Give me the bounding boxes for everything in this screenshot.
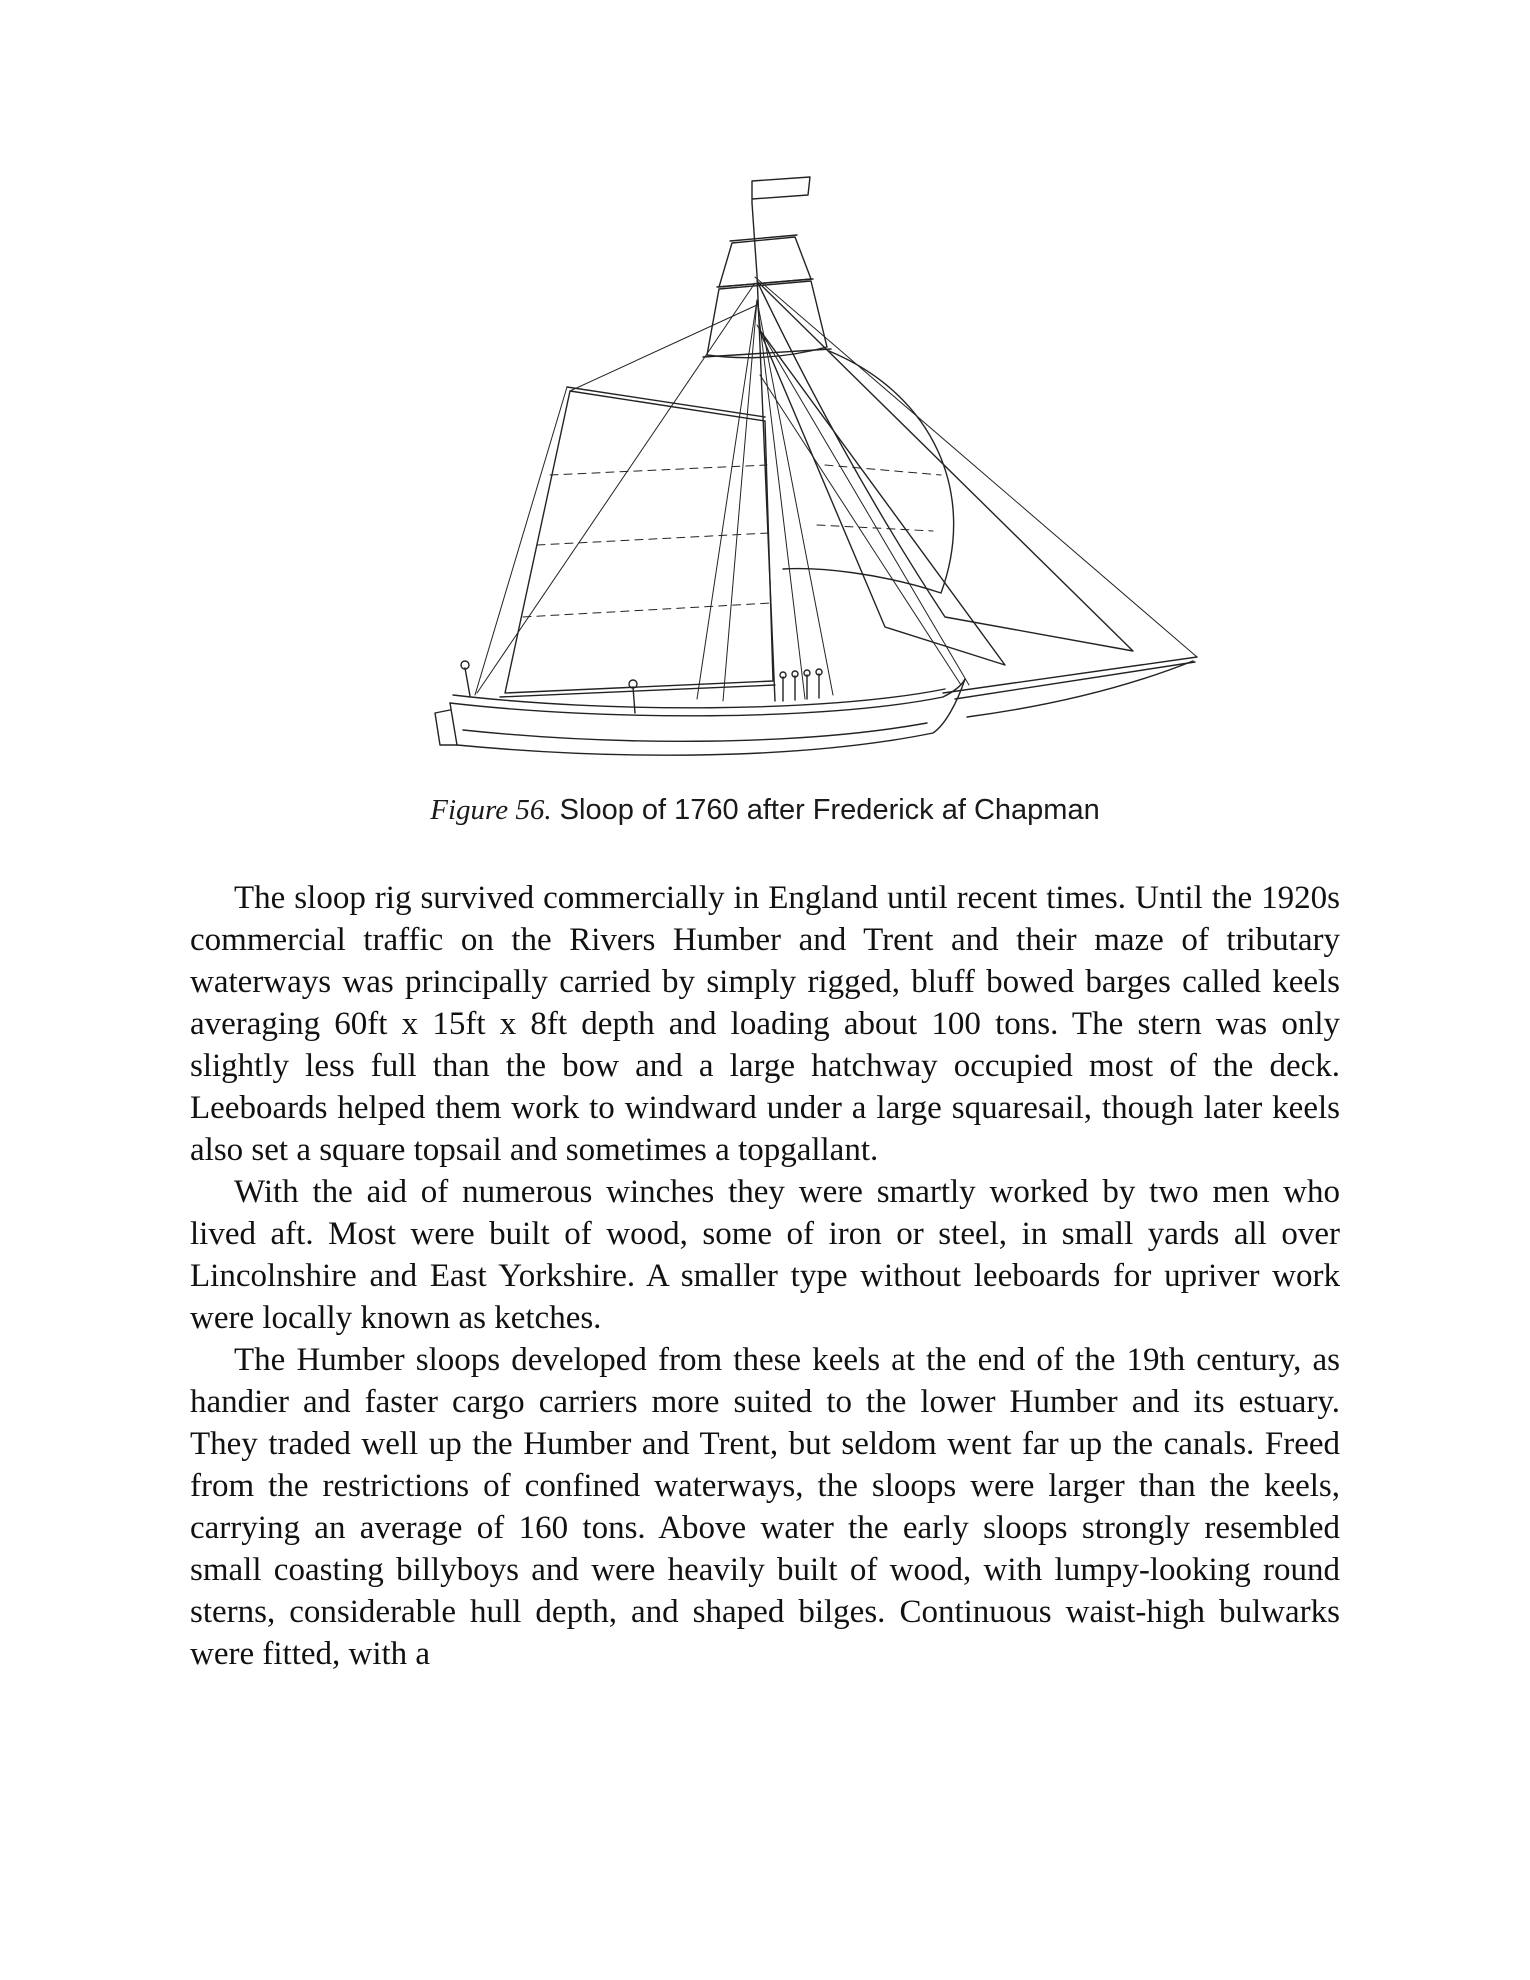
paragraph-3: The Humber sloops developed from these keels at the end of the 19th century, as handier and faster cargo carriers more suited to the lower Humber and its estuary. They traded well up the Humber and Trent, but seldom went far up the canals. Freed from the restrictions of confined waterways, the sloops were larger than the keels, carrying an average of 160 tons. Above water the early sloops strongly resembled small coasting billyboys and were heavily built of wood, with lumpy-looking round sterns, considerable hull depth, and shaped bilges. Continuous waist-high bulwarks were fitted, with a — [190, 1342, 1340, 1672]
body-text — [190, 877, 1340, 1675]
sloop-line-drawing — [305, 165, 1225, 785]
rigging — [475, 277, 1197, 701]
paragraph-1: The sloop rig survived commercially in England until recent times. Until the 1920s commercial traffic on the Rivers Humber and Trent and their maze of tributary waterways was principally carried by simply rigged, bluff bowed barges called keels averaging 60ft x 15ft x 8ft depth and loading about 100 tons. The stern was only slightly less full than the bow and a large hatchway occupied most of the deck. Leeboards helped them work to windward under a large squaresail, though later keels also set a square topsail and sometimes a topgallant. — [190, 880, 1340, 1168]
figure-caption — [0, 794, 1530, 827]
paragraph-2: With the aid of numerous winches they were smartly worked by two men who lived aft. Most were built of wood, some of iron or steel, in small yards all over Lincolnshire and East Yorkshire. A smaller type without leeboards for upriver work were locally known as ketches. — [190, 1174, 1340, 1336]
figure-area — [0, 0, 1530, 827]
hull — [435, 679, 965, 755]
spars — [500, 203, 1197, 717]
figure-caption-text: Sloop of 1760 after Frederick af Chapman — [551, 794, 1100, 826]
figure-caption-label: Figure 56. — [430, 794, 552, 826]
masthead-flag — [752, 177, 810, 203]
